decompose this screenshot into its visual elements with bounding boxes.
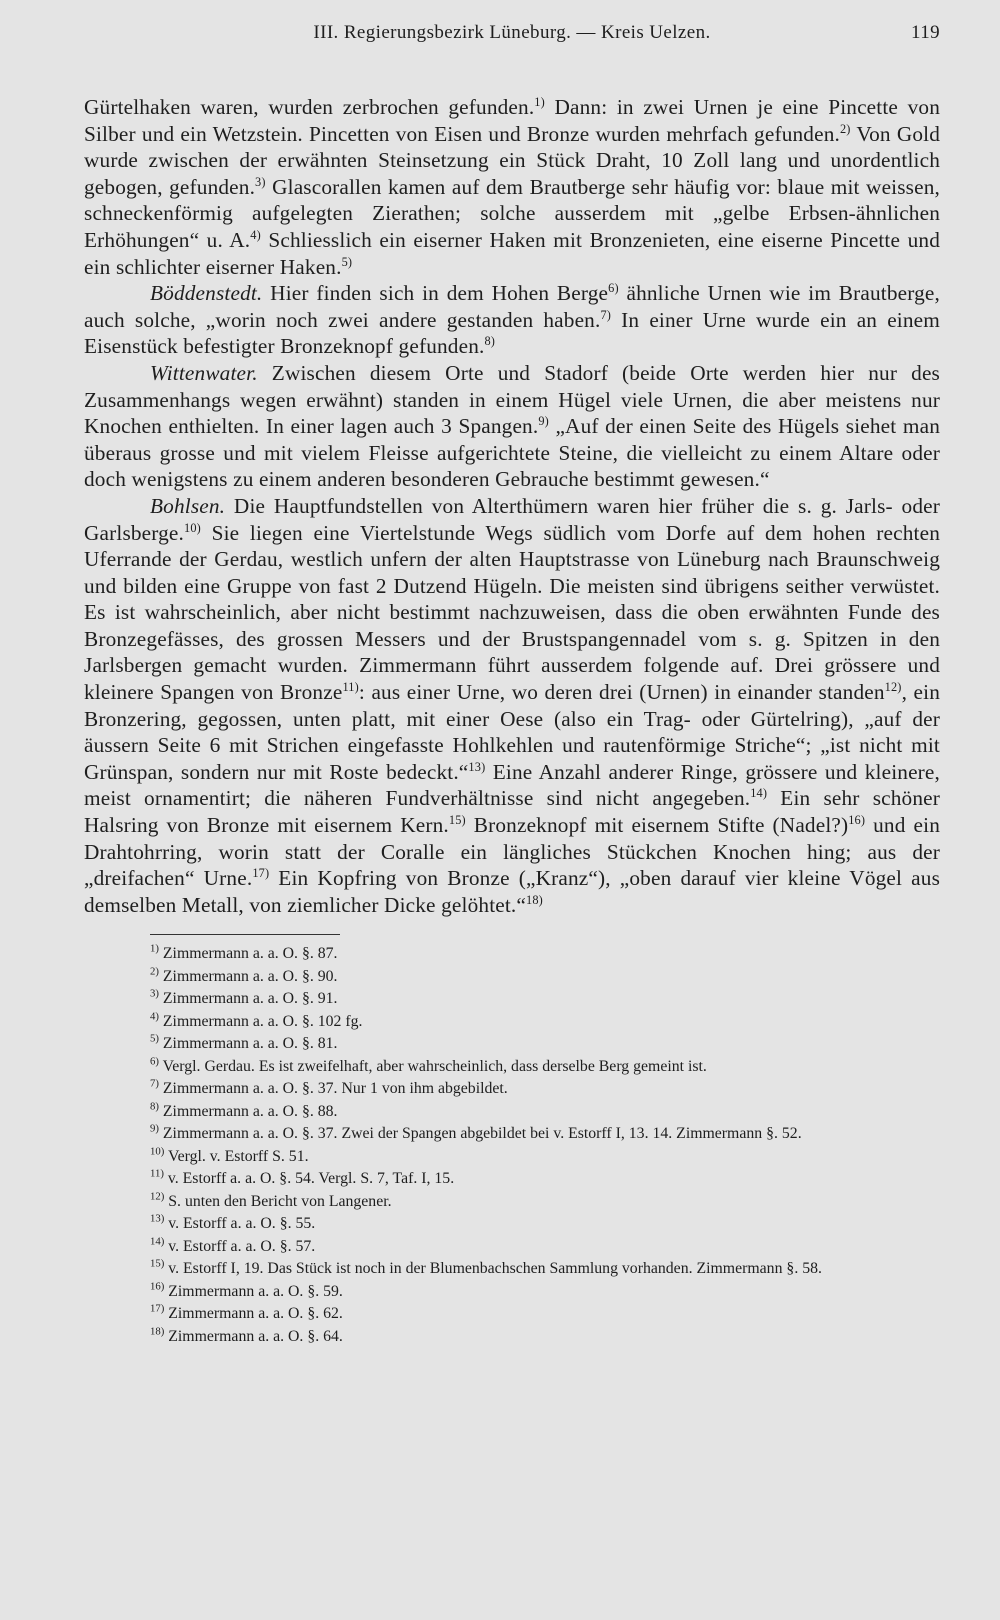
place-name: Bohlsen. xyxy=(150,493,226,518)
footnote: $^{8)}$ Zimmermann a. a. O. §. 88. xyxy=(150,1100,338,1120)
footnote: $^{5)}$ Zimmermann a. a. O. §. 81. xyxy=(150,1033,338,1053)
footnote-ref: 16) xyxy=(848,812,866,827)
running-head xyxy=(84,22,940,60)
footnote-ref: 12) xyxy=(884,679,902,694)
footnote: $^{7)}$ Zimmermann a. a. O. §. 37. Nur 1 von ihm abgebildet. xyxy=(150,1078,508,1098)
paragraph-wittenwater: Wittenwater. Zwischen diesem Orte und Stadorf (beide Orte werden hier nur des Zusammenhangs wegen erwähnt) standen in einem Hügel viele Urnen, die aber meistens nur Knochen enthielten. In einer lagen auch 3 Spangen.$^{9)}$ „Auf der einen Seite des Hügels siehet man überaus grosse und mit vielem Fleisse aufgerichtete Steine, die vielleicht zu einem Altare oder doch wenigstens zu einem anderen besonderen Gebrauche bestimmt gewesen.“ xyxy=(84,360,940,492)
footnote-ref: 4) xyxy=(250,227,261,242)
footnote-ref: 2) xyxy=(839,121,851,136)
footnote: $^{2)}$ Zimmermann a. a. O. §. 90. xyxy=(150,965,338,985)
footnote-ref: 17) xyxy=(252,866,270,881)
footnote-ref: 5) xyxy=(341,254,353,269)
footnote: $^{10)}$ Vergl. v. Estorff S. 51. xyxy=(150,1145,309,1165)
footnote-ref: 18) xyxy=(526,892,543,907)
footnote: $^{16)}$ Zimmermann a. a. O. §. 59. xyxy=(150,1280,343,1300)
footnote: $^{11)}$ v. Estorff a. a. O. §. 54. Vergl. S. 7, Taf. I, 15. xyxy=(150,1168,455,1188)
footnotes xyxy=(84,943,940,1348)
paragraph-boeddenstedt: Böddenstedt. Hier finden sich in dem Hohen Berge$^{6)}$ ähnliche Urnen wie im Brautberge, auch solche, „worin noch zwei andere gestanden haben.$^{7)}$ In einer Urne wurde ein an einem Eisenstück befestigter Bronzeknopf gefunden.$^{8)}$ xyxy=(84,281,941,359)
footnote: $^{6)}$ Vergl. Gerdau. Es ist zweifelhaft, aber wahrscheinlich, dass derselbe Berg gemeint ist. xyxy=(150,1055,707,1075)
footnote: $^{18)}$ Zimmermann a. a. O. §. 64. xyxy=(150,1325,343,1345)
page-number: 119 xyxy=(911,22,940,43)
footnote: $^{17)}$ Zimmermann a. a. O. §. 62. xyxy=(150,1303,343,1323)
footnote: $^{9)}$ Zimmermann a. a. O. §. 37. Zwei der Spangen abgebildet bei v. Estorff I, 13. 14. Zimmermann §. 52. xyxy=(150,1123,802,1143)
footnote-ref: 13) xyxy=(468,759,486,774)
paragraph-bohlsen: Bohlsen. Die Hauptfundstellen von Alterthümern waren hier früher die s. g. Jarls- oder Garlsberge.$^{10)}$ Sie liegen eine Viertelstunde Wegs südlich vom Dorfe auf dem hohen rechten Uferrande der Gerdau, westlich unfern der alten Hauptstrasse von Lüneburg nach Braunschweig und bilden eine Gruppe von fast 2 Dutzend Hügeln. Die meisten sind übrigens seither verwüstet. Es ist wahrscheinlich, aber nicht bestimmt nachzuweisen, dass die oben erwähnten Funde des Bronzegefässes, des grossen Messers und der Brustspangennadel vom s. g. Spitzen in den Jarlsbergen gemacht wurden. Zimmermann führt ausserdem folgende auf. Drei grössere und kleinere Spangen von Bronze$^{11)}$: aus einer Urne, wo deren drei (Urnen) in einander standen$^{12)}$, ein Bronzering, gegossen, unten platt, mit einer Oese (also ein Trag- oder Gürtelring), „auf der äussern Seite 6 mit Strichen eingefasste Hohlkehlen und rautenförmige Striche“; „ist nicht mit Grünspan, sondern nur mit Roste bedeckt.“$^{13)}$ Eine Anzahl anderer Ringe, grössere und kleinere, meist ornamentirt; die näheren Fundverhältnisse sind nicht angegeben.$^{14)}$ Ein sehr schöner Halsring von Bronze mit eisernem Kern.$^{15)}$ Bronzeknopf mit eisernem Stifte (Nadel?)$^{16)}$ und ein Drahtohrring, worin statt der Coralle ein längliches Stückchen Knochen hing; aus der „dreifachen“ Urne.$^{17)}$ Ein Kopfring von Bronze („Kranz“), „oben darauf vier kleine Vögel aus demselben Metall, von ziemlicher Dicke gelöhtet.“$^{18)}$ xyxy=(84,493,941,917)
footnote-ref: 15) xyxy=(448,812,466,827)
footnote: $^{3)}$ Zimmermann a. a. O. §. 91. xyxy=(150,988,338,1008)
footnote-ref: 9) xyxy=(538,414,549,429)
paragraph-brautberge-continued: Gürtelhaken waren, wurden zerbrochen gefunden.$^{1)}$ Dann: in zwei Urnen je eine Pincette von Silber und ein Wetzstein. Pincetten von Eisen und Bronze wurden mehrfach gefunden.$^{2)}$ Von Gold wurde zwischen der erwähnten Steinsetzung ein Stück Draht, 10 Zoll lang und unordentlich gebogen, gefunden.$^{3)}$ Glascorallen kamen auf dem Brautberge sehr häufig vor: blaue mit weissen, schneckenförmig aufgelegten Zierathen; solche ausserdem mit „gelbe Erbsen-ähnlichen Erhöhungen“ u. A.$^{4)}$ Schliesslich ein eiserner Haken mit Bronzenieten, eine eiserne Pincette und ein schlichter eiserner Haken.$^{5)}$ xyxy=(84,94,941,279)
footnote: $^{12)}$ S. unten den Bericht von Langener. xyxy=(150,1190,392,1210)
footnote-ref: 1) xyxy=(534,94,545,109)
footnote: $^{14)}$ v. Estorff a. a. O. §. 57. xyxy=(150,1235,316,1255)
footnote-ref: 8) xyxy=(484,334,496,349)
footnote-ref: 14) xyxy=(750,786,768,801)
footnote-ref: 11) xyxy=(342,679,359,694)
running-head-title: III. Regierungsbezirk Lüneburg. — Kreis Uelzen. xyxy=(313,22,711,43)
footnote: $^{15)}$ v. Estorff I, 19. Das Stück ist noch in der Blumenbachschen Sammlung vorhanden. Zimmermann §. 58. xyxy=(150,1258,822,1278)
place-name: Böddenstedt. xyxy=(150,281,263,306)
footnote-ref: 6) xyxy=(608,281,619,296)
footnote-ref: 10) xyxy=(184,520,201,535)
footnote: $^{4)}$ Zimmermann a. a. O. §. 102 fg. xyxy=(150,1010,363,1030)
footnote: $^{1)}$ Zimmermann a. a. O. §. 87. xyxy=(150,943,338,963)
footnote-ref: 3) xyxy=(255,174,266,189)
footnote-separator xyxy=(150,934,340,935)
body-text xyxy=(84,94,940,918)
footnote: $^{13)}$ v. Estorff a. a. O. §. 55. xyxy=(150,1213,316,1233)
place-name: Wittenwater. xyxy=(150,360,258,385)
footnote-ref: 7) xyxy=(600,307,612,322)
